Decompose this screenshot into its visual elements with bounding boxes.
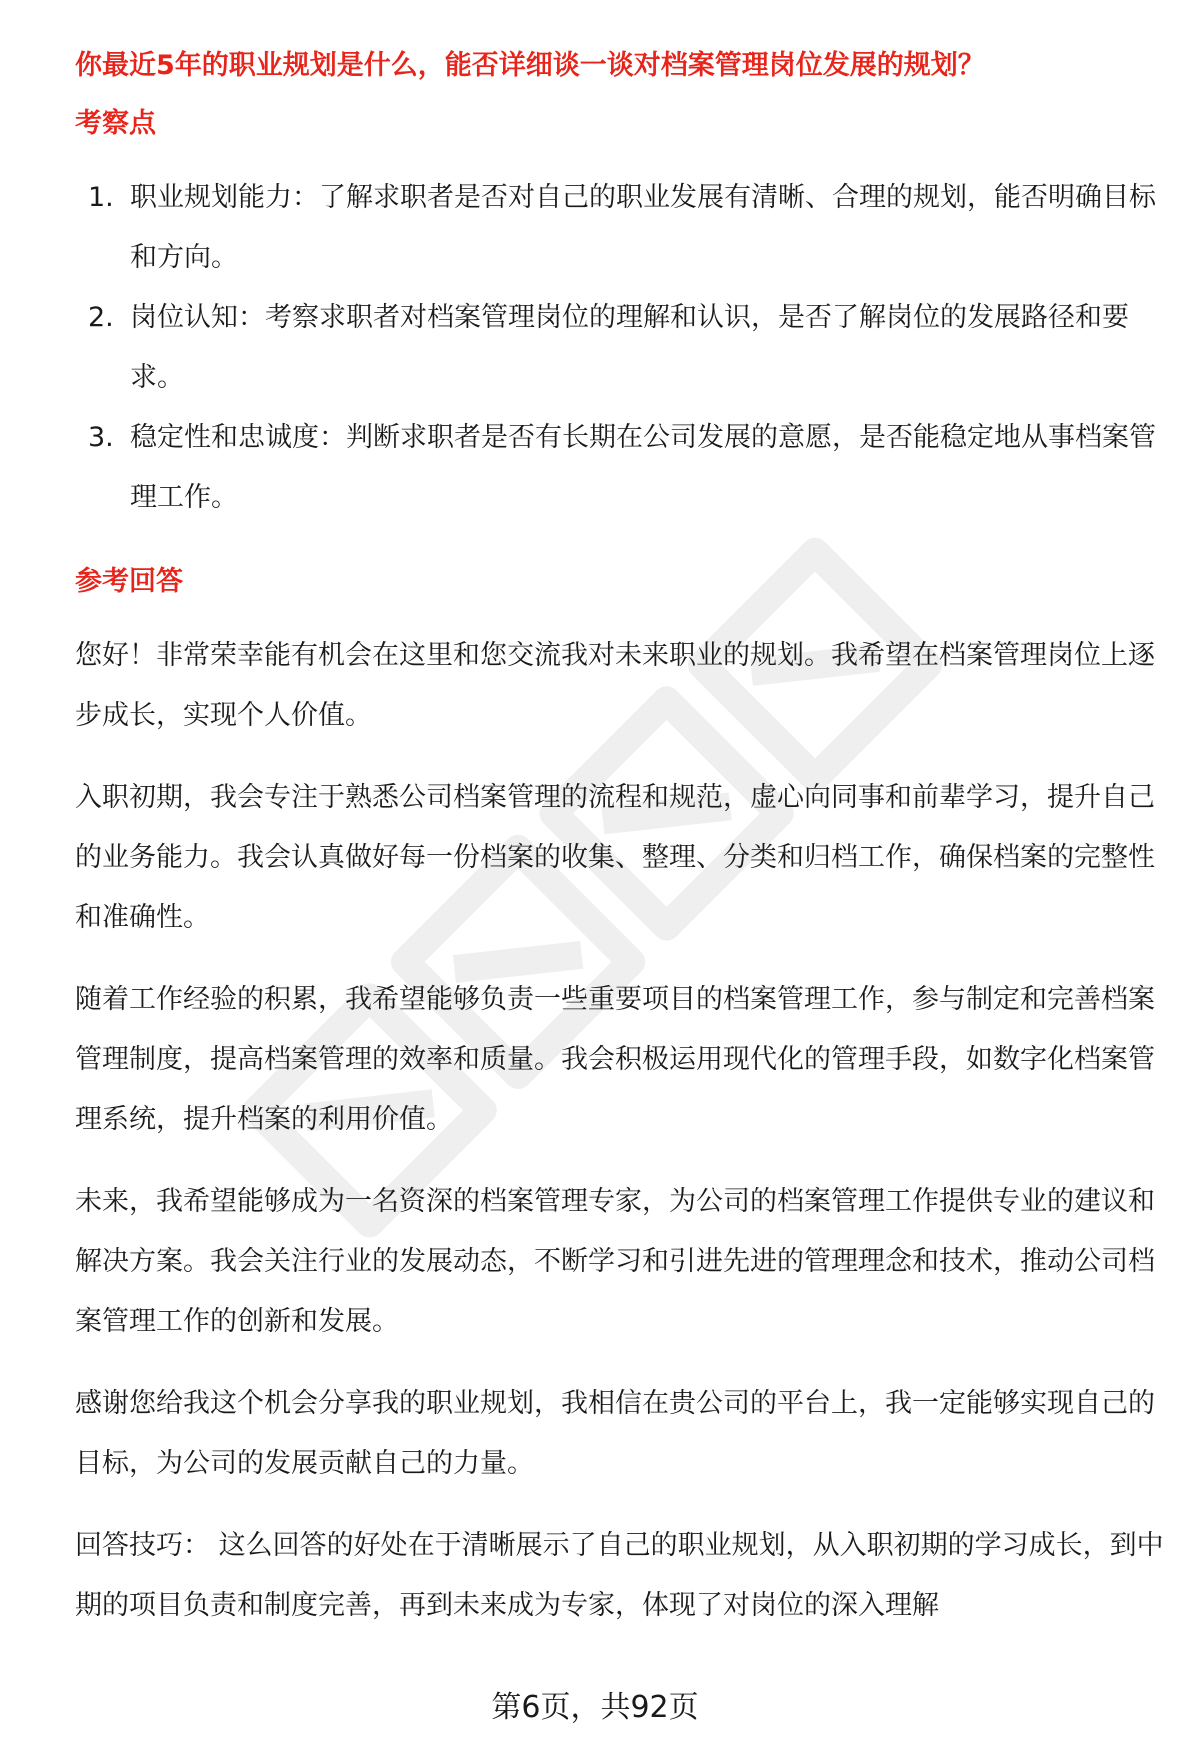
assessment-heading: 考察点 bbox=[75, 108, 156, 139]
answer-tips-paragraph: 回答技巧： 这么回答的好处在于清晰展示了自己的职业规划，从入职初期的学习成长，到中期的项目负责和制度完善，再到未来成为专家，体现了对岗位的深入理解 bbox=[75, 1530, 1164, 1621]
page-number-footer: 第6页，共92页 bbox=[491, 1690, 699, 1725]
answer-heading: 参考回答 bbox=[75, 566, 183, 597]
question-title: 你最近5年的职业规划是什么，能否详细谈一谈对档案管理岗位发展的规划？ bbox=[75, 50, 985, 81]
assessment-point bbox=[75, 408, 1170, 528]
point-text: 岗位认知：考察求职者对档案管理岗位的理解和认识，是否了解岗位的发展路径和要求。 bbox=[130, 302, 1129, 393]
answer-paragraph: 感谢您给我这个机会分享我的职业规划，我相信在贵公司的平台上，我一定能够实现自己的目标，为公司的发展贡献自己的力量。 bbox=[75, 1388, 1155, 1479]
assessment-points-list bbox=[75, 168, 1170, 528]
page-content bbox=[75, 48, 1170, 1636]
point-text: 职业规划能力：了解求职者是否对自己的职业发展有清晰、合理的规划，能否明确目标和方向。 bbox=[130, 182, 1156, 273]
point-number: 1. bbox=[88, 182, 114, 213]
answer-paragraph: 入职初期，我会专注于熟悉公司档案管理的流程和规范，虚心向同事和前辈学习，提升自己的业务能力。我会认真做好每一份档案的收集、整理、分类和归档工作，确保档案的完整性和准确性。 bbox=[75, 782, 1155, 933]
answer-paragraph: 随着工作经验的积累，我希望能够负责一些重要项目的档案管理工作，参与制定和完善档案管理制度，提高档案管理的效率和质量。我会积极运用现代化的管理手段，如数字化档案管理系统，提升档案的利用价值。 bbox=[75, 984, 1155, 1135]
point-number: 2. bbox=[88, 302, 114, 333]
assessment-point bbox=[75, 168, 1170, 288]
assessment-point bbox=[75, 288, 1170, 408]
answer-paragraph: 您好！非常荣幸能有机会在这里和您交流我对未来职业的规划。我希望在档案管理岗位上逐步成长，实现个人价值。 bbox=[75, 640, 1155, 731]
answer-paragraph: 未来，我希望能够成为一名资深的档案管理专家，为公司的档案管理工作提供专业的建议和解决方案。我会关注行业的发展动态，不断学习和引进先进的管理理念和技术，推动公司档案管理工作的创新和发展。 bbox=[75, 1186, 1155, 1337]
point-number: 3. bbox=[88, 422, 114, 453]
point-text: 稳定性和忠诚度：判断求职者是否有长期在公司发展的意愿，是否能稳定地从事档案管理工作。 bbox=[130, 422, 1156, 513]
